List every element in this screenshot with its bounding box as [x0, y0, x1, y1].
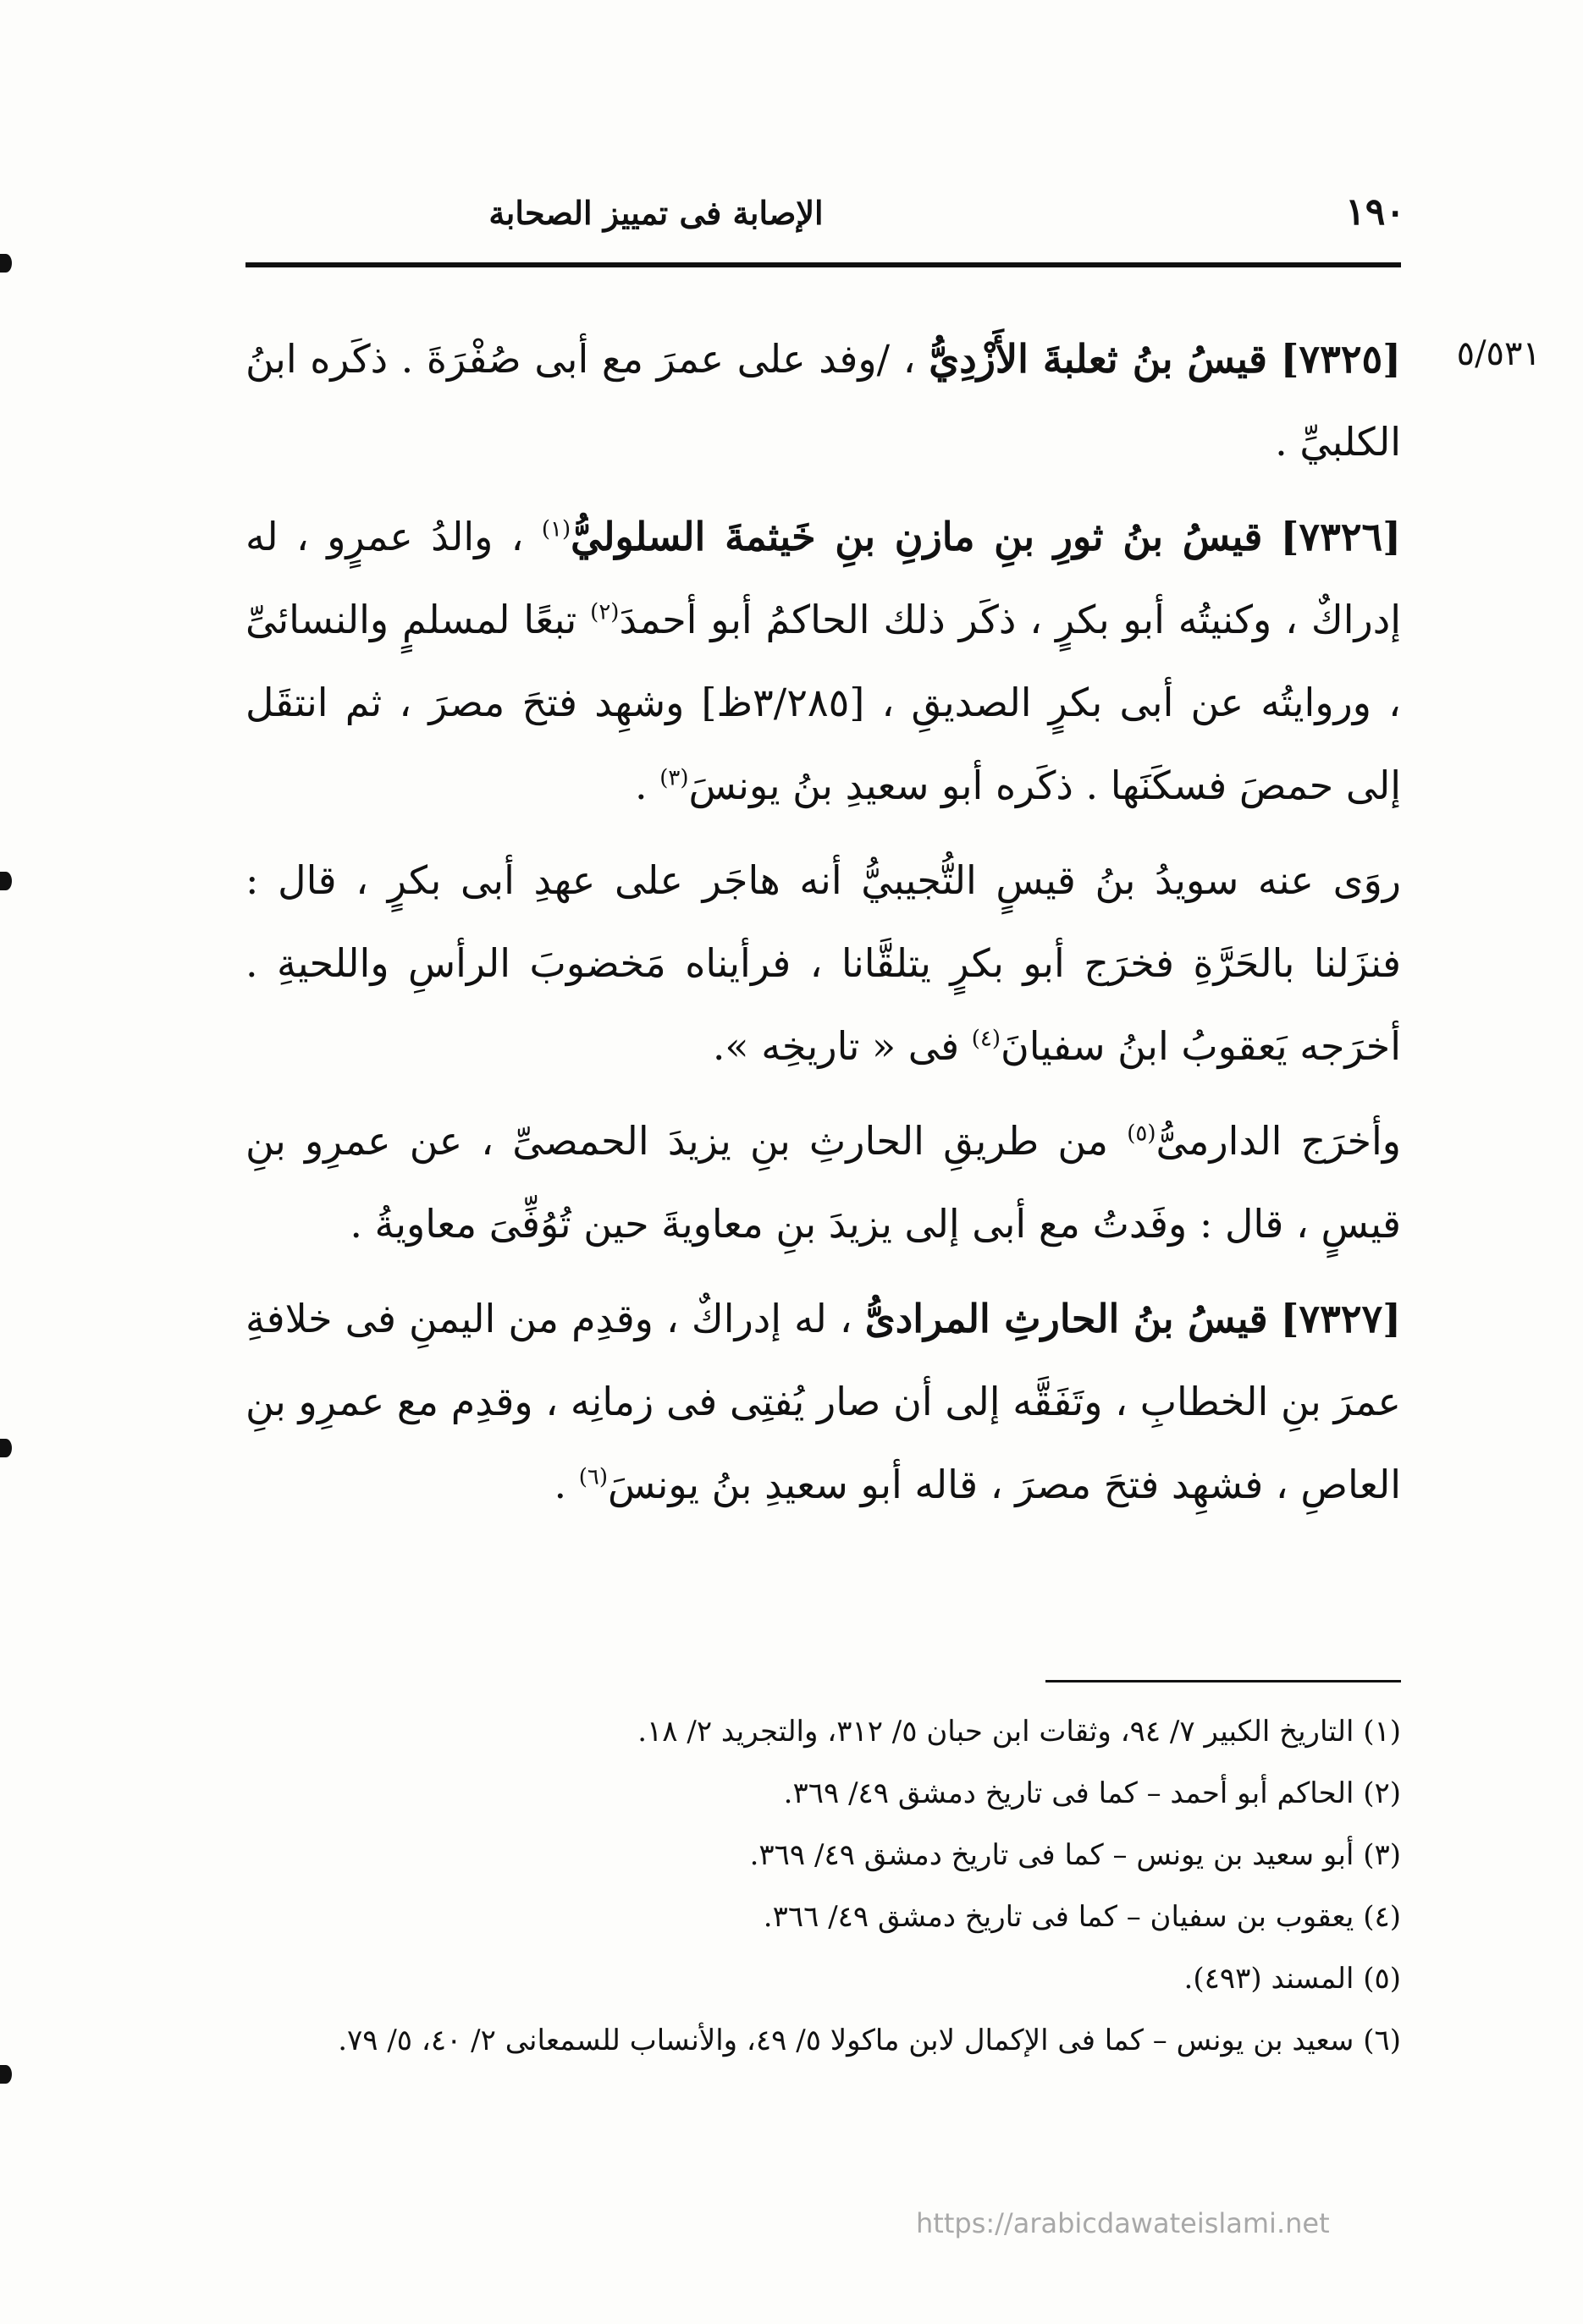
entry-number: [٧٣٢٥] [1280, 336, 1402, 382]
paragraph-text: روَى عنه سويدُ بنُ قيسٍ التُّجيبيُّ أنه هاجَر على عهدِ أبى بكرٍ ، قال : فنزَلنا بالحَرَّةِ فخرَج أبو بكرٍ يتلقَّانا ، فرأيناه مَخضوبَ الرأسِ واللحيةِ . أخرَجه يَعقوبُ ابنُ سفيانَ [245, 857, 1401, 1069]
entry-name: قيسُ بنُ ثورِ بنِ مازنِ بنِ خَيثمةَ السلوليُّ [571, 514, 1263, 559]
entry-7327 [245, 1277, 1401, 1526]
footnote-marker: (٦) [578, 1464, 608, 1490]
page-number: ١٩٠ [1345, 190, 1405, 234]
page-header [245, 190, 1405, 241]
main-text [245, 317, 1401, 1538]
entry-number: [٧٣٢٦] [1280, 514, 1402, 559]
entry-text: . [635, 763, 648, 808]
book-title: الإصابة فى تمييز الصحابة [488, 194, 824, 232]
paragraph-darimi [245, 1099, 1401, 1265]
entry-text: ، والدُ عمرٍو ، له إدراكٌ ، وكنيتُه أبو بكرٍ ، ذكَر ذلك الحاكمُ أبو أحمدَ [245, 514, 1401, 642]
entry-name: قيسُ بنُ ثعلبةَ الأَزْدِيُّ [929, 336, 1268, 382]
footnote-marker: (٤) [971, 1026, 1001, 1052]
footnote-rule [1045, 1680, 1401, 1682]
footnote-6: (٦) سعيد بن يونس – كما فى الإكمال لابن ماكولا ٥/ ٤٩، والأنساب للسمعانى ٢/ ٤٠، ٥/ ٧٩. [338, 2024, 1401, 2057]
paragraph-text: فى « تاريخِه ». [712, 1023, 960, 1069]
paragraph-text: وأخرَج الدارمىُّ [1156, 1118, 1402, 1164]
footnote-3: (٣) أبو سعيد بن يونس – كما فى تاريخ دمشق ٤٩/ ٣٦٩. [749, 1838, 1401, 1872]
scan-edge-mark [0, 1439, 12, 1457]
footnote-2: (٢) الحاكم أبو أحمد – كما فى تاريخ دمشق ٤٩/ ٣٦٩. [783, 1776, 1401, 1810]
entry-text: . [554, 1462, 567, 1507]
entry-7325 [245, 317, 1401, 483]
footnote-1: (١) التاريخ الكبير ٧/ ٩٤، وثقات ابن حبان ٥/ ٣١٢، والتجريد ٢/ ١٨. [637, 1715, 1401, 1749]
paragraph-narration [245, 839, 1401, 1088]
footnote-marker: (١) [541, 516, 571, 542]
scan-edge-mark [0, 2065, 12, 2084]
entry-number: [٧٣٢٧] [1280, 1296, 1402, 1341]
watermark-url: https://arabicdawateislami.net [916, 2207, 1330, 2239]
header-rule [245, 262, 1401, 267]
margin-reference: ٥/٥٣١ [1456, 334, 1541, 373]
entry-text: ، له إدراكٌ ، وقدِم من اليمنِ فى خلافةِ عمرَ بنِ الخطابِ ، وتَفَقَّه إلى أن صار يُفتِى فى زمانِه ، وقدِم مع عمرِو بنِ العاصِ ، فشهِد فتحَ مصرَ ، قاله أبو سعيدِ بنُ يونسَ [245, 1296, 1401, 1507]
entry-text: تبعًا لمسلمٍ والنسائىِّ ، وروايتُه عن أبى بكرٍ الصديقِ ، [٣/٢٨٥ظ] وشهِد فتحَ مصرَ ، ثم انتقَل إلى حمصَ فسكَنَها . ذكَره أبو سعيدِ بنُ يونسَ [245, 597, 1402, 808]
footnote-5: (٥) المسند (٤٩٣). [1183, 1962, 1401, 1996]
scan-edge-mark [0, 254, 12, 273]
entry-text: ، /وفد على عمرَ مع أبى صُفْرَةَ . ذكَره ابنُ الكلبيِّ . [245, 336, 1401, 465]
entry-name: قيسُ بنُ الحارثِ المرادىُّ [864, 1296, 1268, 1341]
footnotes [245, 1701, 1401, 2072]
footnote-marker: (٣) [659, 765, 689, 791]
paragraph-text: من طريقِ الحارثِ بنِ يزيدَ الحمصىِّ ، عن عمرِو بنِ قيسٍ ، قال : وفَدتُ مع أبى إلى يزيدَ بنِ معاويةَ حين تُوُفِّىَ معاويةُ . [245, 1118, 1401, 1247]
scan-edge-mark [0, 872, 12, 890]
footnote-marker: (٥) [1127, 1121, 1156, 1147]
footnote-marker: (٢) [590, 599, 620, 625]
footnote-4: (٤) يعقوب بن سفيان – كما فى تاريخ دمشق ٤٩/ ٣٦٦. [763, 1900, 1401, 1934]
entry-7326 [245, 495, 1401, 827]
